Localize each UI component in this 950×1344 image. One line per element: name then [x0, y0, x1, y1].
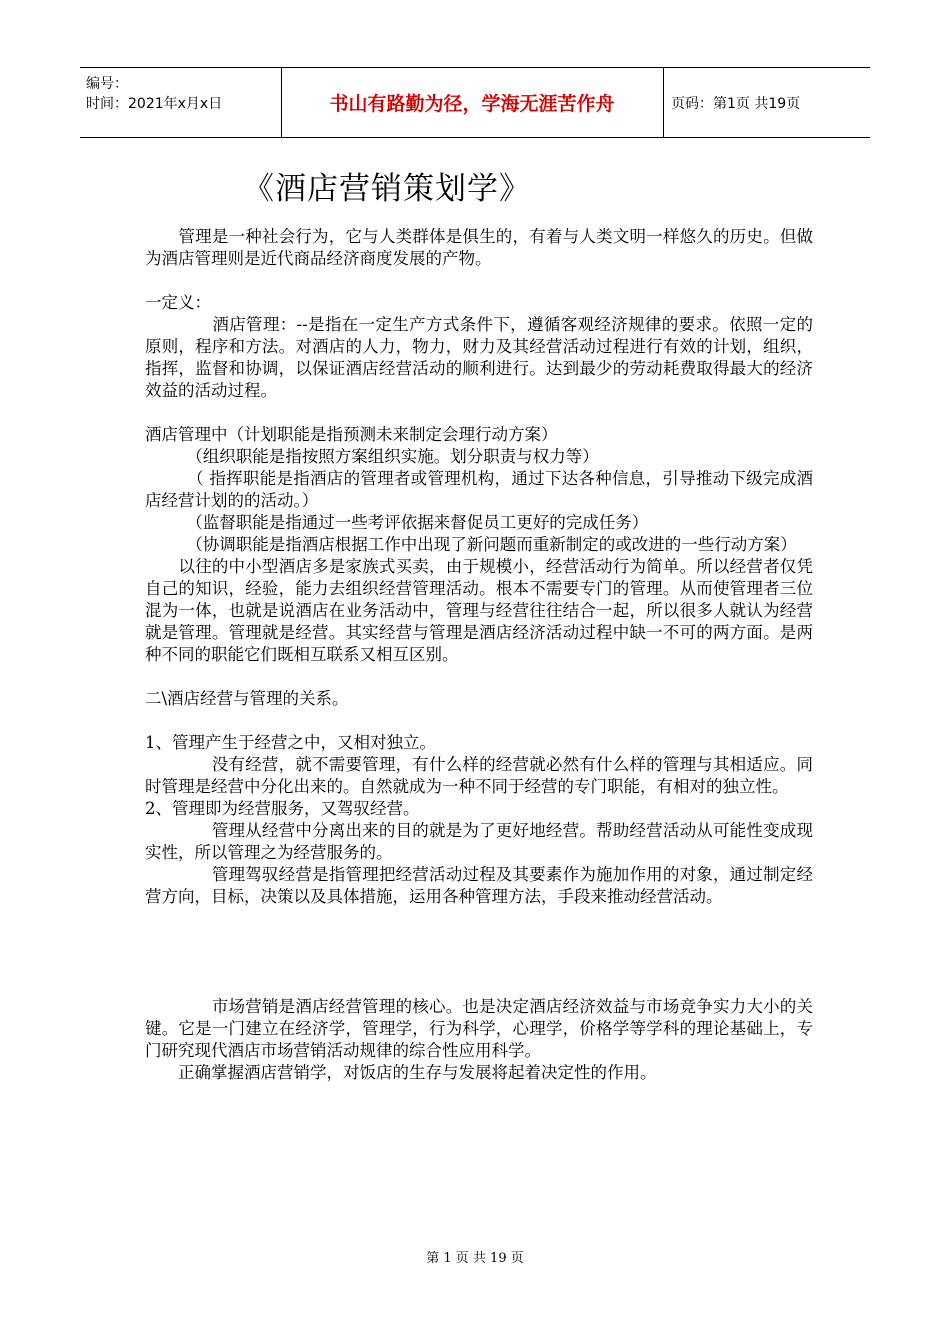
paragraph: 管理是一种社会行为，它与人类群体是俱生的，有着与人类文明一样悠久的历史。但做为酒店管理则是近代商品经济商度发展的产物。	[145, 227, 813, 268]
paragraph: 管理从经营中分离出来的目的就是为了更好地经营。帮助经营活动从可能性变成现实性，所以管理之为经营服务的。	[145, 821, 813, 862]
header-meta	[86, 74, 222, 114]
paragraph: （组织职能是指按照方案组织实施。划分职责与权力等）	[145, 447, 599, 466]
paragraph: 酒店管理：--是指在一定生产方式条件下，遵循客观经济规律的要求。依照一定的原则，程序和方法。对酒店的人力，物力，财力及其经营活动过程进行有效的计划，组织，指挥，监督和协调，以保证酒店经营活动的顺利进行。达到最少的劳动耗费取得最大的经济效益的活动过程。	[145, 315, 813, 400]
paragraph: 正确掌握酒店营销学，对饭店的生存与发展将起着决定性的作用。	[145, 1063, 657, 1082]
header-page-info: 页码：第1页 共19页	[671, 95, 801, 112]
paragraph: 以往的中小型酒店多是家族式买卖，由于规模小，经营活动行为简单。所以经营者仅凭自己的知识，经验，能力去组织经营管理活动。根本不需要专门的管理。从而使管理者三位混为一体，也就是说酒店在业务活动中，管理与经营往往结合一起，所以很多人就认为经营就是管理。管理就是经营。其实经营与管理是酒店经济活动过程中缺一不可的两方面。是两种不同的职能它们既相互联系又相互区别。	[145, 557, 813, 664]
header-motto: 书山有路勤为径，学海无涯苦作舟	[329, 93, 615, 115]
section-heading: 一定义：	[145, 293, 211, 312]
header-divider	[663, 68, 664, 137]
spacer	[145, 402, 813, 424]
spacer	[145, 710, 813, 732]
paragraph: 酒店管理中（计划职能是指预测未来制定会理行动方案）	[145, 425, 558, 444]
paragraph: （ 指挥职能是指酒店的管理者或管理机构，通过下达各种信息，引导推动下级完成酒店经营计划的的活动。）	[145, 469, 813, 510]
subsection-heading: 1、管理产生于经营之中，又相对独立。	[145, 733, 436, 752]
page-footer: 第 1 页 共 19 页	[426, 1251, 524, 1266]
subsection-heading: 2、管理即为经营服务，又驾驭经营。	[145, 799, 420, 818]
paragraph: （协调职能是指酒店根据工作中出现了新问题而重新制定的或改进的一些行动方案）	[145, 535, 797, 554]
paragraph: 市场营销是酒店经营管理的核心。也是决定酒店经济效益与市场竞争实力大小的关键。它是一门建立在经济学，管理学，行为科学，心理学，价格学等学科的理论基础上，专门研究现代酒店市场营销活动规律的综合性应用科学。	[145, 997, 813, 1060]
spacer	[145, 666, 813, 688]
spacer	[145, 908, 813, 996]
spacer	[145, 270, 813, 292]
document-body	[145, 226, 813, 1084]
paragraph: （监督职能是指通过一些考评依据来督促员工更好的完成任务）	[145, 513, 649, 532]
document-time-label: 时间：2021年x月x日	[86, 96, 223, 112]
section-heading: 二\酒店经营与管理的关系。	[145, 689, 349, 708]
document-title: 《酒店营销策划学》	[243, 171, 531, 207]
paragraph: 没有经营，就不需要管理，有什么样的经营就必然有什么样的管理与其相适应。同时管理是经营中分化出来的。自然就成为一种不同于经营的专门职能，有相对的独立性。	[145, 755, 813, 796]
page-header	[80, 67, 870, 138]
document-number-label: 编号：	[86, 76, 128, 92]
paragraph: 管理驾驭经营是指管理把经营活动过程及其要素作为施加作用的对象，通过制定经营方向，目标，决策以及具体措施，运用各种管理方法，手段来推动经营活动。	[145, 865, 813, 906]
